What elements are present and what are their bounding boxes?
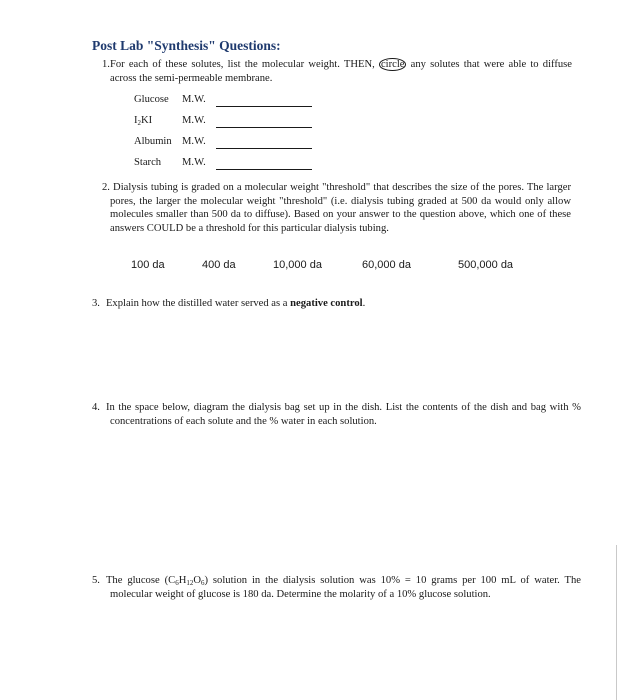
albumin-mw-blank[interactable]: [216, 148, 312, 149]
q1-text-before: 1.For each of these solutes, list the molecular weight. THEN,: [102, 59, 379, 70]
choice-400-da[interactable]: 400 da: [202, 259, 236, 271]
question-4-text: 4. In the space below, diagram the dialysis bag set up in the dish. List the contents of the dish and bag with % concentrations of each solute and the % water in each solution.: [92, 402, 581, 427]
choice-60000-da[interactable]: 60,000 da: [362, 259, 411, 271]
starch-mw-blank[interactable]: [216, 169, 312, 170]
mw-label: M.W.: [182, 115, 206, 126]
choice-500000-da[interactable]: 500,000 da: [458, 259, 514, 271]
circle-word: circle: [380, 59, 405, 70]
mw-label: M.W.: [182, 136, 206, 147]
question-1-text: [102, 58, 572, 85]
question-5-text: 5. The glucose $(C_6H_{12}O_6)$ solution in the dialysis solution was 10% = 10 grams per 100 mL of water. The molecular weight of glucose is 180 da. Determine the molarity of a 10% glucose solution.: [92, 575, 582, 600]
mw-label: M.W.: [182, 94, 206, 105]
i2ki-mw-blank[interactable]: [216, 127, 312, 128]
choice-100-da[interactable]: 100 da: [131, 259, 165, 271]
solute-name: Albumin: [134, 136, 172, 147]
solute-row-glucose: [134, 94, 206, 105]
negative-control-bold: negative control: [290, 298, 363, 309]
solute-row-albumin: [134, 136, 206, 147]
page-title: Post Lab "Synthesis" Questions:: [92, 38, 281, 53]
solute-row-starch: [134, 157, 206, 168]
solute-name: Glucose: [134, 94, 169, 105]
solute-name: Starch: [134, 157, 162, 168]
q1-text-after: any solutes that were able to diffuse across the semi-permeable membrane.: [110, 59, 573, 84]
page-edge-line: [616, 545, 617, 700]
question-3-text: 3. Explain how the distilled water served as a negative control.: [92, 298, 366, 309]
q3-number: 3.: [92, 298, 100, 309]
q4-number: 4.: [92, 402, 100, 413]
choice-10000-da[interactable]: 10,000 da: [273, 259, 322, 271]
mw-label: M.W.: [182, 157, 206, 168]
question-2-text: 2. Dialysis tubing is graded on a molecular weight "threshold" that describes the size of the pores. The larger pores, the larger the molecular weight "threshold" (i.e. dialysis tubing graded at 500 da would only allow molecules smaller than 500 da to diffuse). Based on your answer to the question above, which one of these answers COULD be a threshold for this particular dialysis tubing.: [102, 182, 571, 234]
q5-number: 5.: [92, 575, 100, 586]
solute-row-i2ki: [134, 115, 206, 126]
solute-name: $I_2KI$: [134, 115, 153, 127]
glucose-mw-blank[interactable]: [216, 106, 312, 107]
